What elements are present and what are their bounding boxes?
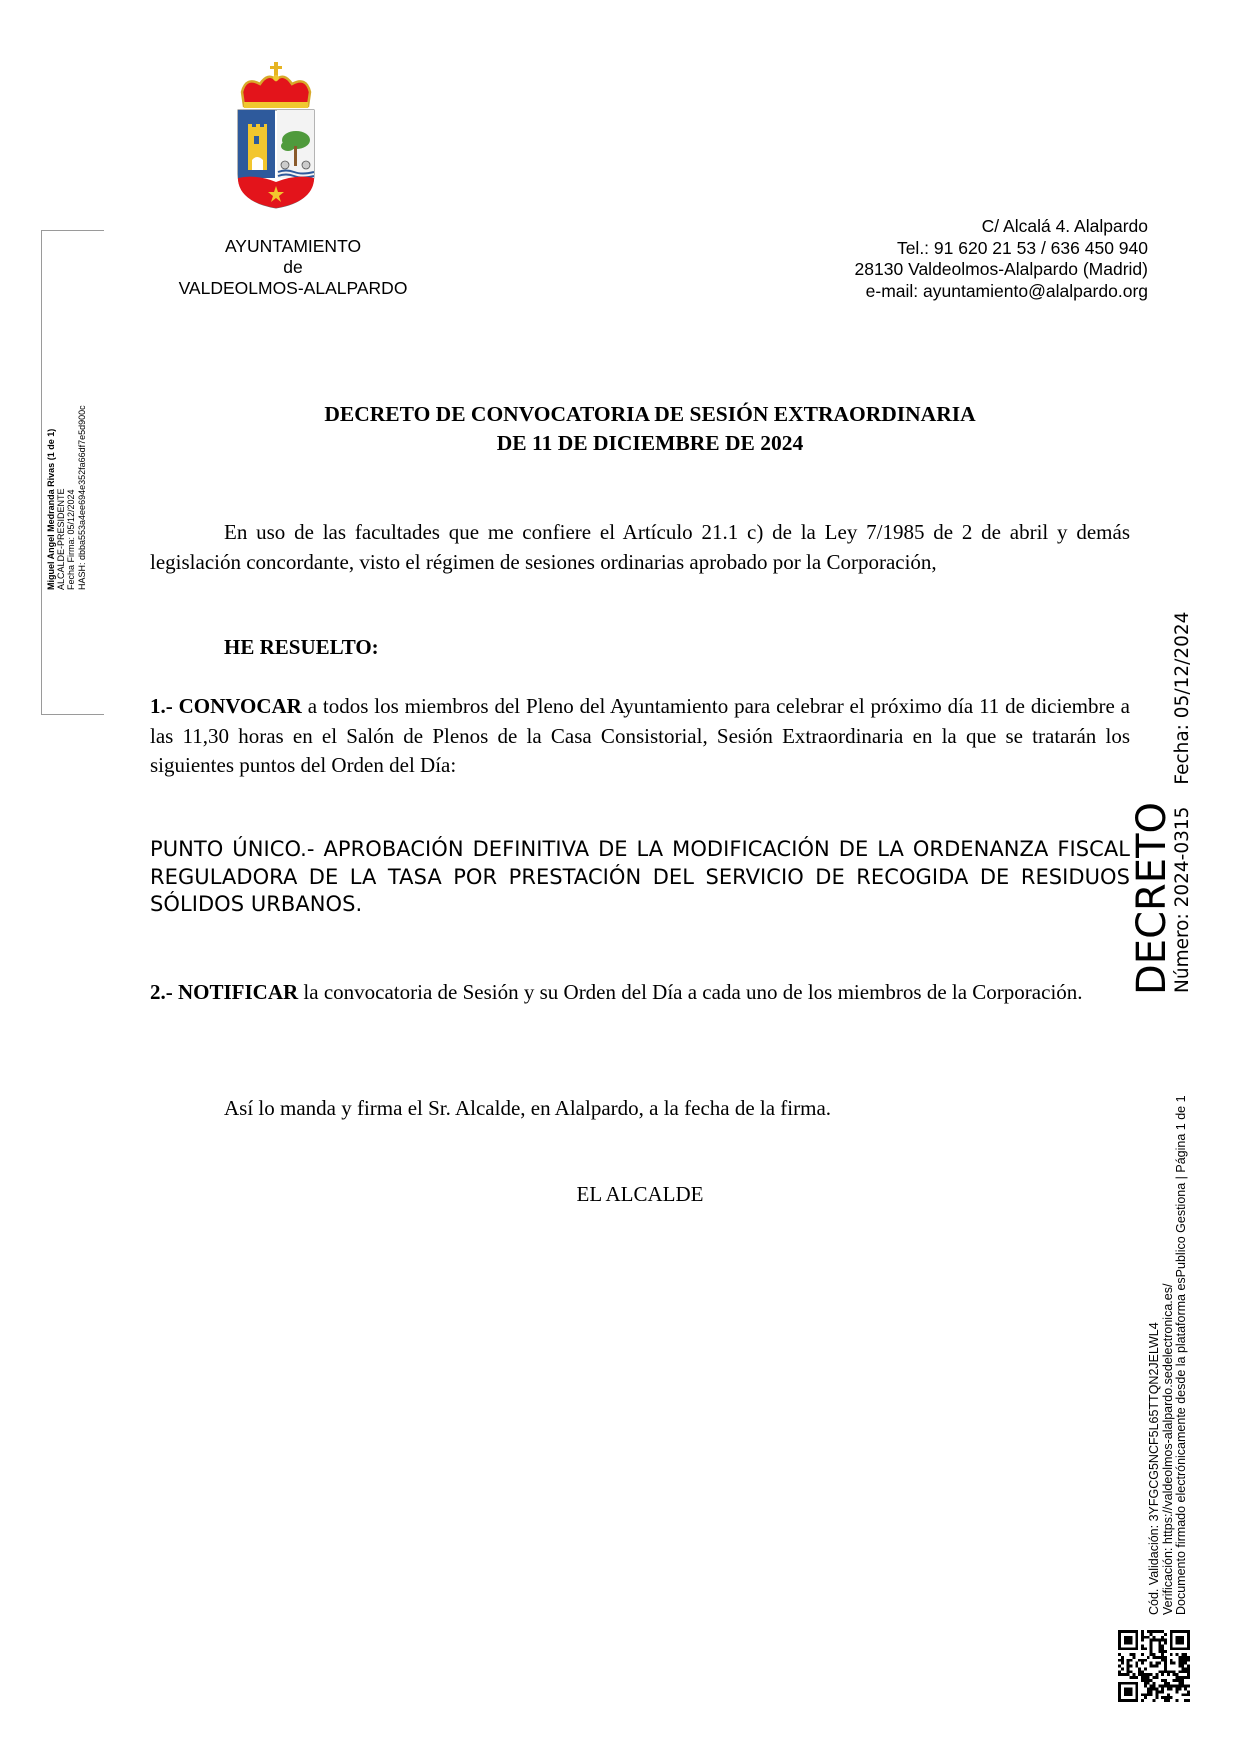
document-title: [150, 400, 1150, 458]
coat-of-arms-icon: [236, 62, 316, 210]
signer-title: EL ALCALDE: [576, 1182, 704, 1206]
signature-hash: HASH: dbba553a4ee694e352fa66df7e5d900c: [76, 405, 87, 590]
title-line: DECRETO DE CONVOCATORIA DE SESIÓN EXTRAORDINARIA: [324, 402, 976, 426]
item-1-paragraph: [150, 692, 1130, 781]
resolution-heading: HE RESUELTO:: [224, 635, 379, 659]
item-2-label: 2.- NOTIFICAR: [150, 980, 299, 1004]
qr-code-icon[interactable]: [1118, 1630, 1190, 1702]
item-1-label: 1.- CONVOCAR: [150, 694, 302, 718]
item-2-text: la convocatoria de Sesión y su Orden del Día a cada uno de los miembros de la Corporación.: [298, 980, 1083, 1004]
verification-url[interactable]: Verificación: https://valdeolmos-alalpardo.sedelectronica.es/: [1160, 1283, 1175, 1615]
decree-number: Número: 2024-0315: [1172, 806, 1193, 993]
phone-line: Tel.: 91 620 21 53 / 636 450 940: [896, 237, 1148, 258]
intro-paragraph: En uso de las facultades que me confiere el Artículo 21.1 c) de la Ley 7/1985 de 2 de abril y demás legislación concordante, visto el régimen de sesiones ordinarias aprobado por la Corporación,: [150, 520, 1130, 574]
validation-code: Cód. Validación: 3YFGCG5NCF5L65TTQN2JELWL4: [1147, 1322, 1161, 1615]
organization-name: [150, 236, 436, 299]
address-line: C/ Alcalá 4. Alalpardo: [981, 216, 1148, 236]
closing-paragraph: Así lo manda y firma el Sr. Alcalde, en Alalpardo, a la fecha de la firma.: [224, 1096, 832, 1120]
org-line: de: [283, 257, 303, 277]
decree-stamp-type: DECRETO: [1129, 802, 1175, 995]
decree-stamp-details: [1172, 612, 1194, 993]
signature-info: [46, 405, 87, 590]
item-1-text: a todos los miembros del Pleno del Ayuntamiento para celebrar el próximo día 11 de diciembre a las 11,30 horas en el Salón de Plenos de la Casa Consistorial, Sesión Extraordinaria en la que se tratarán los siguientes puntos del Orden del Día:: [150, 694, 1130, 777]
platform-note: Documento firmado electrónicamente desde la plataforma esPublico Gestiona | Página 1 de 1: [1174, 1095, 1188, 1615]
signer-role: ALCALDE-PRESIDENTE: [56, 488, 67, 590]
email-line: e-mail: ayuntamiento@alalpardo.org: [865, 280, 1148, 301]
org-line: VALDEOLMOS-ALALPARDO: [178, 278, 408, 298]
org-line: AYUNTAMIENTO: [224, 236, 362, 256]
contact-info: [855, 216, 1148, 302]
verification-info: [1148, 1095, 1189, 1615]
item-2-paragraph: [150, 978, 1130, 1008]
title-line: DE 11 DE DICIEMBRE DE 2024: [496, 431, 804, 455]
signature-date: Fecha Firma: 05/12/2024: [66, 489, 77, 590]
signer-name: Miguel Angel Medranda Rivas (1 de 1): [46, 428, 56, 590]
city-line: 28130 Valdeolmos-Alalpardo (Madrid): [854, 259, 1148, 279]
decree-date: Fecha: 05/12/2024: [1172, 611, 1193, 785]
punto-unico-paragraph: PUNTO ÚNICO.- APROBACIÓN DEFINITIVA DE LA MODIFICACIÓN DE LA ORDENANZA FISCAL REGULADORA DE LA TASA POR PRESTACIÓN DEL SERVICIO DE RECOGIDA DE RESIDUOS SÓLIDOS URBANOS.: [150, 837, 1130, 916]
